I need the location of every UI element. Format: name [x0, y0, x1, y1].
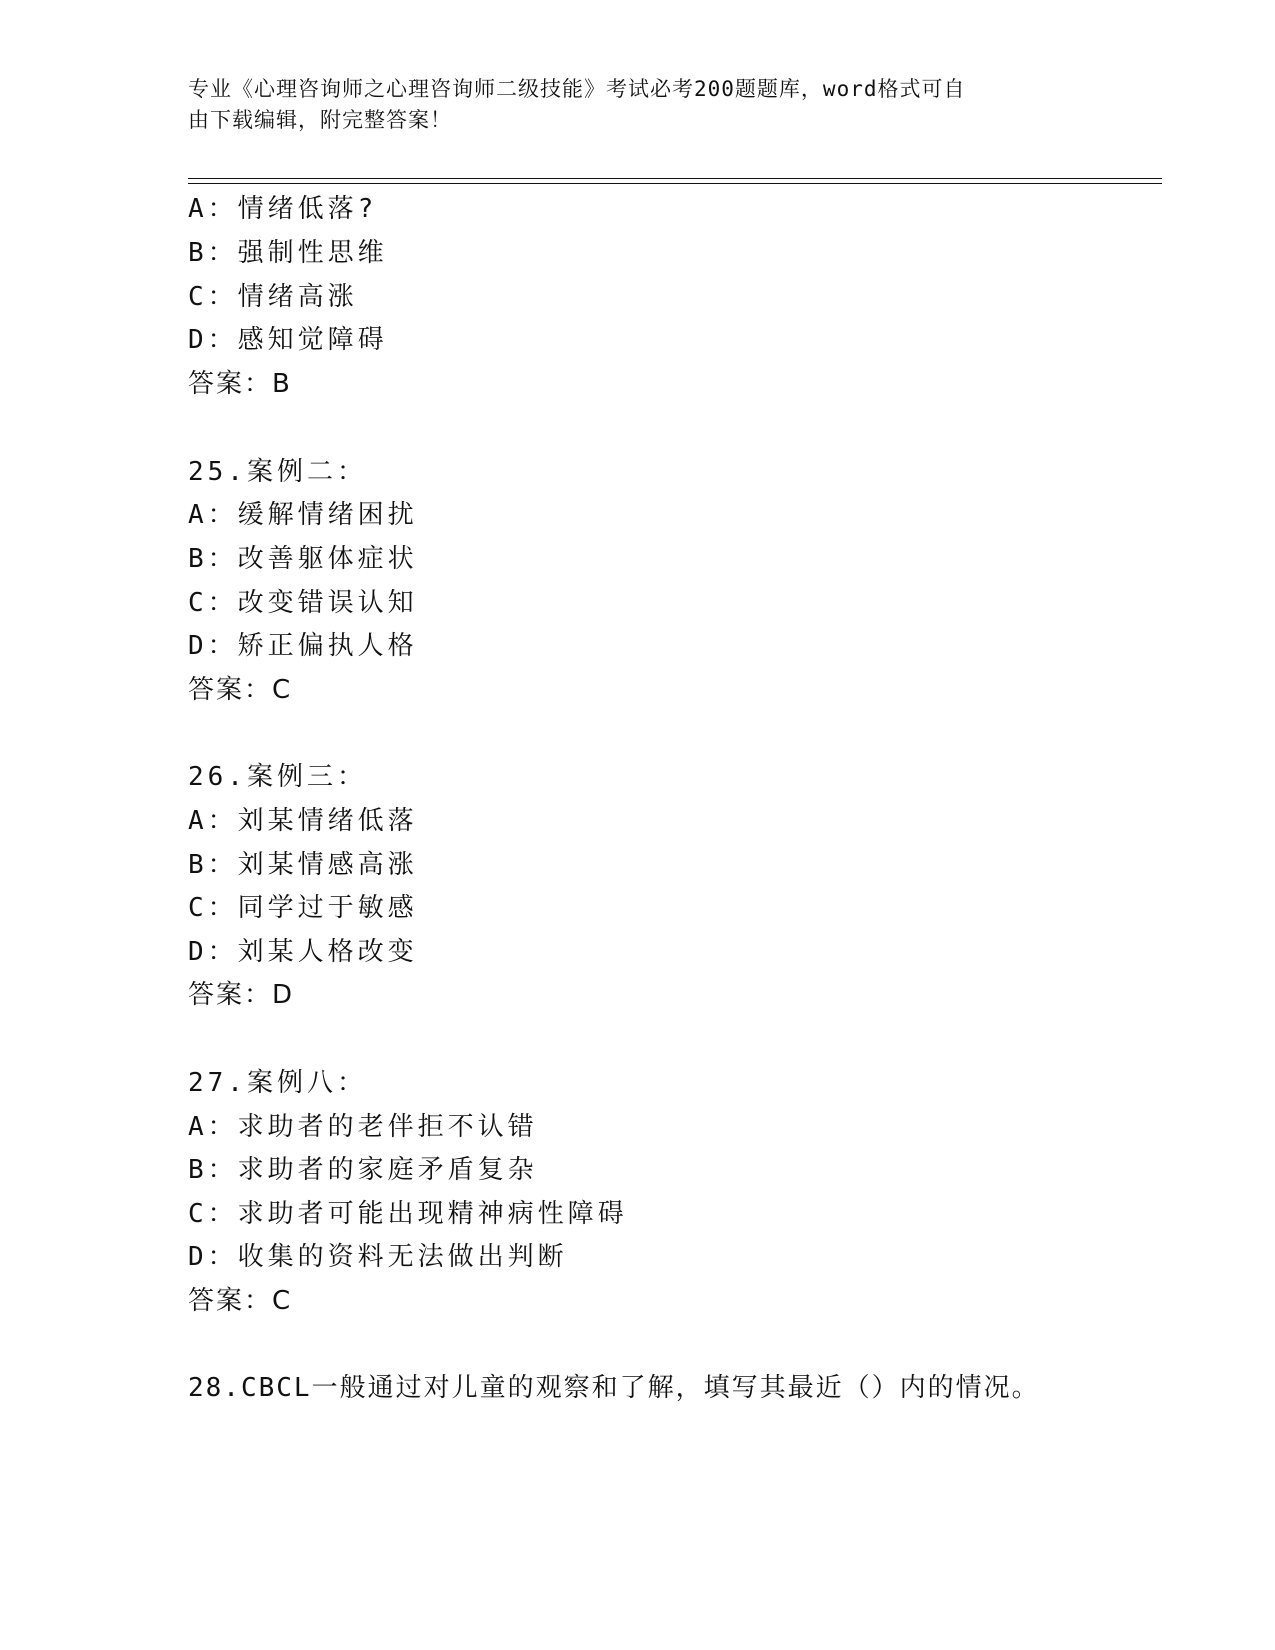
header-line-2: 由下载编辑，附完整答案！	[188, 108, 452, 132]
document-header	[188, 74, 1068, 136]
question-27-option-d: D：收集的资料无法做出判断	[188, 1242, 568, 1272]
question-25-option-c: C：改变错误认知	[188, 588, 418, 618]
question-24-answer: 答案：B	[188, 369, 292, 399]
question-26-option-d: D：刘某人格改变	[188, 937, 418, 967]
question-24-option-b: B：强制性思维	[188, 238, 388, 268]
question-26-title: 26.案例三：	[188, 762, 367, 792]
header-divider-top	[188, 178, 1162, 179]
question-26-option-c: C：同学过于敏感	[188, 893, 418, 923]
question-27-option-a: A：求助者的老伴拒不认错	[188, 1112, 538, 1142]
question-25-option-a: A：缓解情绪困扰	[188, 500, 418, 530]
question-27-option-c: C：求助者可能出现精神病性障碍	[188, 1199, 628, 1229]
question-27-title: 27.案例八：	[188, 1068, 367, 1098]
question-27-answer: 答案：C	[188, 1286, 293, 1316]
question-26-answer: 答案：D	[188, 980, 295, 1010]
question-24-option-a: A：情绪低落?	[188, 194, 378, 224]
question-26-option-a: A：刘某情绪低落	[188, 806, 418, 836]
question-26-option-b: B：刘某情感高涨	[188, 850, 418, 880]
question-28-title: 28.CBCL一般通过对儿童的观察和了解，填写其最近（）内的情况。	[188, 1373, 1040, 1403]
question-27-option-b: B：求助者的家庭矛盾复杂	[188, 1155, 538, 1185]
question-25-title: 25.案例二：	[188, 457, 367, 487]
question-25-option-b: B：改善躯体症状	[188, 544, 418, 574]
question-25-answer: 答案：C	[188, 675, 293, 705]
question-24-option-c: C：情绪高涨	[188, 282, 358, 312]
header-line-1: 专业《心理咨询师之心理咨询师二级技能》考试必考200题题库，word格式可自	[188, 77, 966, 101]
question-25-option-d: D：矫正偏执人格	[188, 631, 418, 661]
question-24-option-d: D：感知觉障碍	[188, 325, 388, 355]
header-divider-bottom	[188, 183, 1162, 184]
